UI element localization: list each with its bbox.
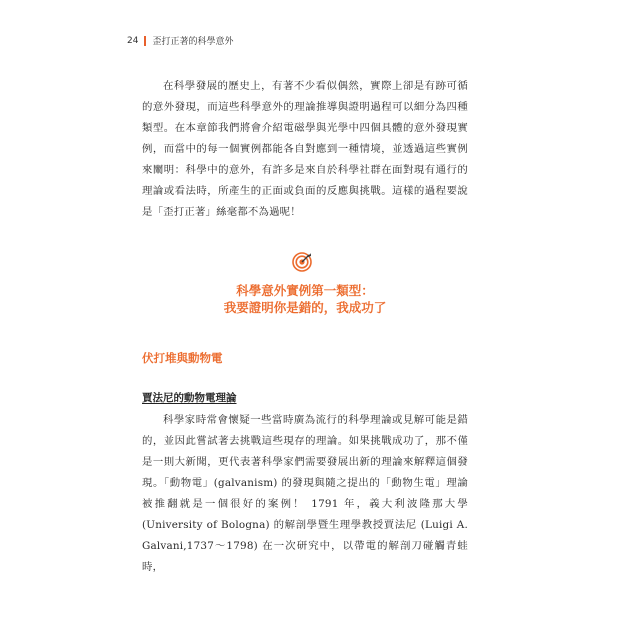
header-divider (144, 36, 146, 46)
page-number: 24 (127, 35, 139, 46)
book-title: 歪打正著的科學意外 (152, 37, 234, 47)
section-heading: 伏打堆與動物電 (142, 351, 223, 365)
subsection-heading: 賈法尼的動物電理論 (142, 392, 237, 404)
case-title-line-1: 科學意外實例第一類型： (236, 283, 374, 298)
target-arrow-icon (292, 252, 312, 272)
running-header (127, 34, 233, 47)
body-paragraph: 科學家時常會懷疑一些當時廣為流行的科學理論或見解可能是錯的，並因此嘗試著去挑戰這些現存的理論。如果挑戰成功了，那不僅是一則大新聞，更代表著科學家們需要發展出新的理論來解釋這個發現。「動物電」(galvanism) 的發現與隨之提出的「動物生電」理論被推翻就是一個很好的案例！ 1791 年，義大利波隆那大學 (University of Bologna) 的解剖學暨生理學教授賈法尼 (Luigi A. Galvani,1737～1798) 在一次研究中，以帶電的解剖刀碰觸青蛙時， (142, 414, 468, 573)
intro-paragraph: 在科學發展的歷史上，有著不少看似偶然，實際上卻是有跡可循的意外發現，而這些科學意外的理論推導與證明過程可以細分為四種類型。在本章節我們將會介紹電磁學與光學中四個具體的意外發現實例，而當中的每一個實例都能各自對應到一種情境，並透過這些實例來闡明：科學中的意外，有許多是來自於科學社群在面對現有通行的理論或看法時，所產生的正面或負面的反應與挑戰。這樣的過程要說是「歪打正著」絲毫都不為過呢！ (142, 80, 468, 218)
case-type-title (142, 282, 468, 316)
case-title-line-2: 我要證明你是錯的，我成功了 (223, 300, 387, 315)
